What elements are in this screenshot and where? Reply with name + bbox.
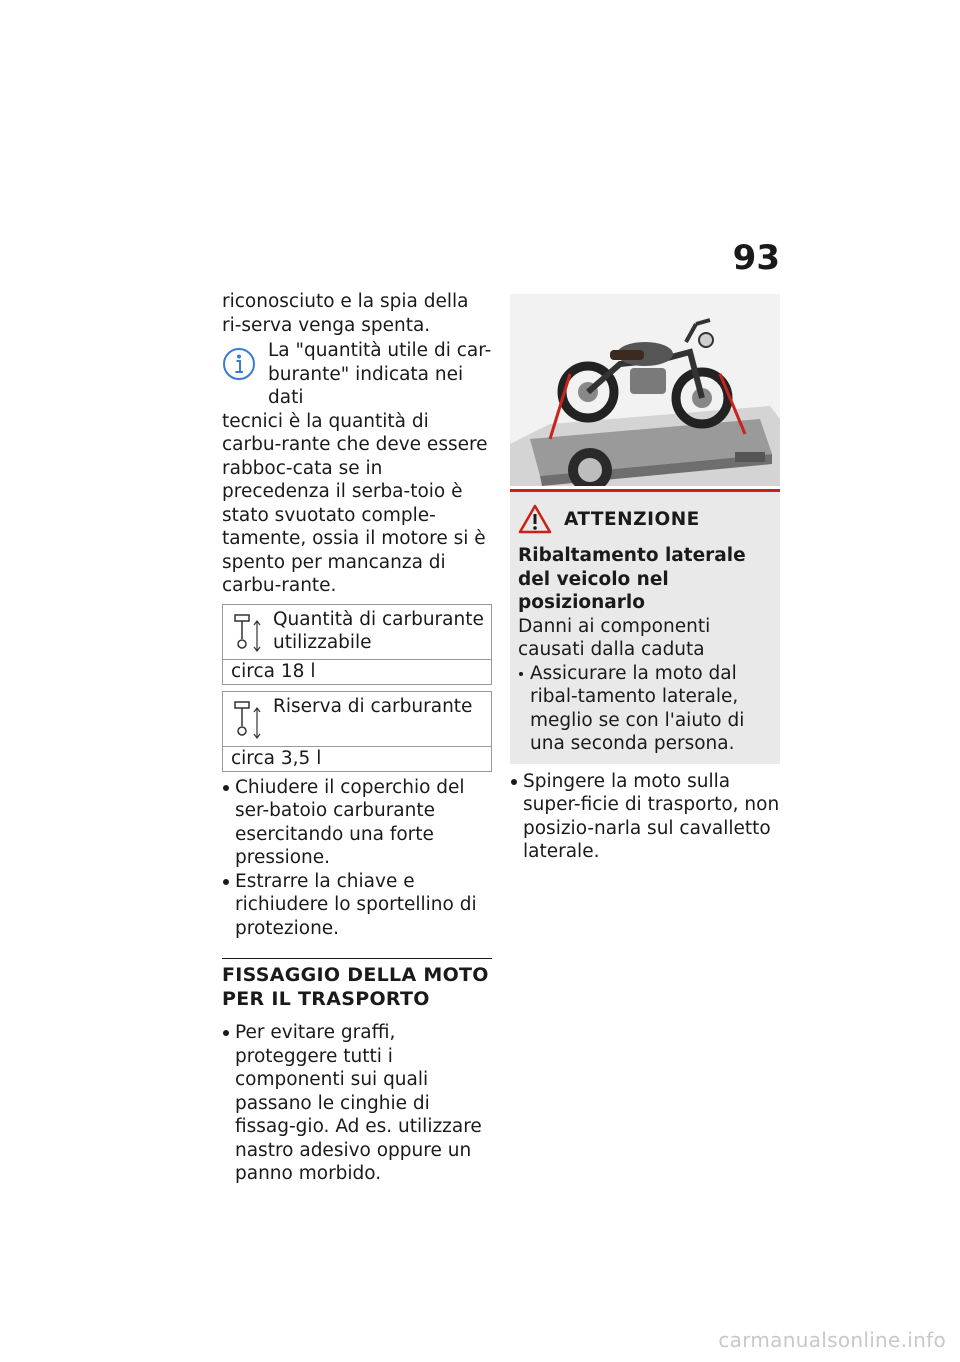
motorcycle-on-trailer-photo [510,294,780,486]
spec-label: Riserva di carburante [273,695,473,717]
spec-usable-fuel [222,604,492,685]
list-item: Spingere la moto sulla super-ficie di trasporto, non posizio-narla sul cavalletto laterale. [510,770,780,864]
warning-actions [518,662,772,756]
warning-box [510,489,780,764]
warning-triangle-icon [518,504,552,534]
warning-title: ATTENZIONE [564,508,700,530]
info-note [222,339,492,598]
intro-text: riconosciuto e la spia della ri-serva venga spenta. [222,291,469,336]
spec-label: Quantità di carburante utilizzabile [273,608,484,653]
warning-heading: Ribaltamento laterale del veicolo nel posizionarlo [518,545,746,613]
spec-value: circa 3,5 l [231,747,322,769]
list-item: Chiudere il coperchio del ser-batoio carburante esercitando una forte pressione. [222,776,492,870]
list-item: Estrarre la chiave e richiudere lo sportellino di protezione. [222,870,492,941]
fuel-tank-capacity-icon [233,612,263,654]
list-item: Per evitare graffi, proteggere tutti i componenti sui quali passano le cinghie di fissag-gio. Ad es. utilizzare nastro adesivo oppure un panno morbido. [222,1021,492,1186]
steps-list [222,776,492,941]
list-item: Assicurare la moto dal ribal-tamento laterale, meglio se con l'aiuto di una seconda persona. [518,662,772,756]
left-column [222,290,492,1186]
warning-consequence: Danni ai componenti causati dalla caduta [518,615,711,660]
watermark: carmanualsonline.info [718,1328,946,1352]
spec-value: circa 18 l [231,660,316,682]
spec-reserve-fuel [222,691,492,772]
page-number: 93 [732,238,780,278]
info-text-first: La "quantità utile di car-burante" indicata nei dati [268,340,492,408]
info-icon [222,347,256,381]
fuel-tank-reserve-icon [233,699,263,741]
section-title: FISSAGGIO DELLA MOTO PER IL TRASPORTO [222,958,492,1011]
section-list [222,1021,492,1186]
info-text-rest: tecnici è la quantità di carbu-rante che deve essere rabboc-cata se in precedenza il serba-toio è stato svuotato comple-tamente, ossia il motore si è spento per mancanza di carbu-rante. [222,410,488,596]
right-column [510,294,780,864]
right-steps-list [510,770,780,864]
